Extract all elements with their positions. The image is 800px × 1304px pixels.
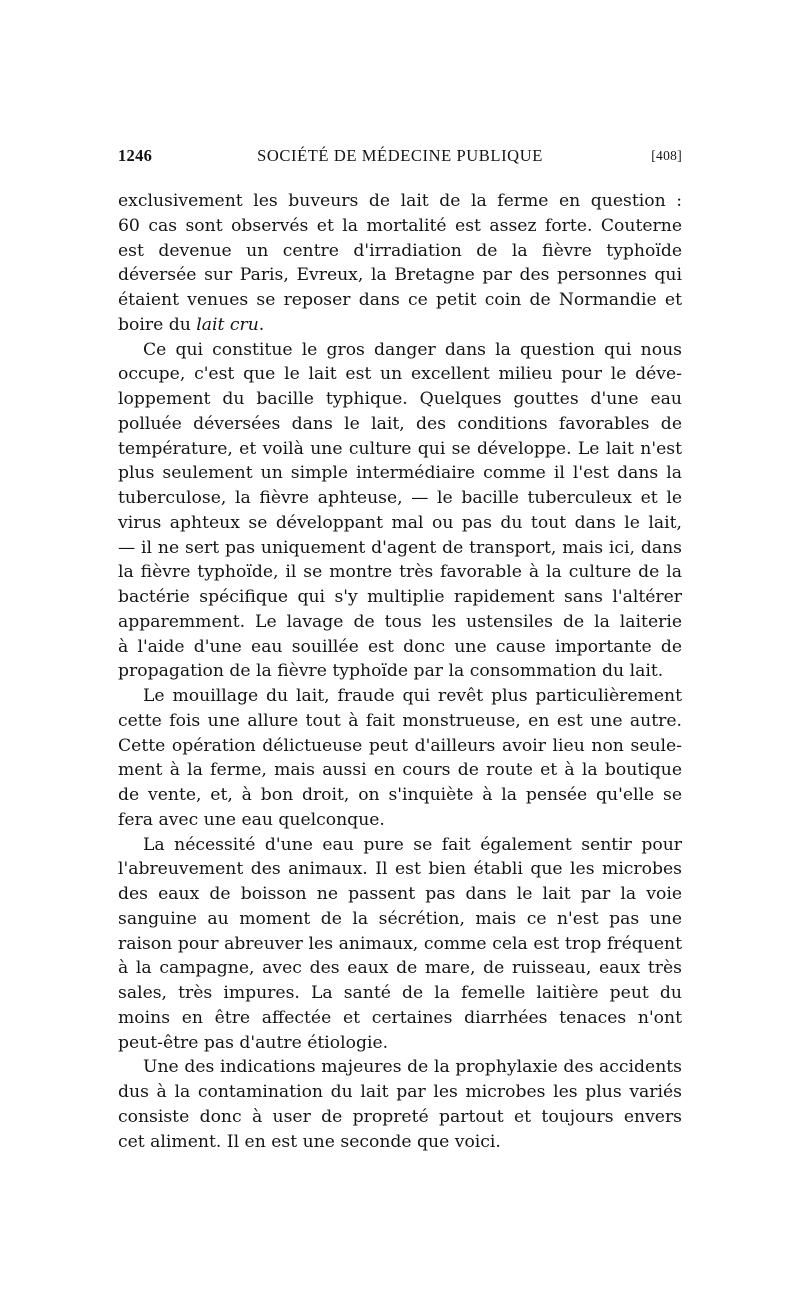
- text-line: peut-être pas d'autre étiologie.: [118, 1032, 389, 1053]
- text-line: propagation de la fièvre typhoïde par la consommation du lait.: [118, 661, 664, 682]
- text-line: sales, très impures. La santé de la femelle laitière peut du: [118, 983, 682, 1003]
- text-line: — il ne sert pas uniquement d'agent de transport, mais ici, dans: [118, 537, 682, 558]
- text-line: polluée déversées dans le lait, des conditions favorables de: [118, 413, 682, 434]
- text-line: étaient venues se reposer dans ce petit coin de Normandie et: [118, 290, 682, 310]
- text-fragment: .: [258, 314, 265, 335]
- text-line: à l'aide d'une eau souillée est donc une cause importante de: [118, 636, 682, 657]
- text-line: Une des indications majeures de la prophylaxie des accidents: [143, 1057, 682, 1078]
- text-line: fera avec une eau quelconque.: [118, 809, 385, 830]
- text-line: raison pour abreuver les animaux, comme cela est trop fréquent: [118, 933, 682, 954]
- text-line: des eaux de boisson ne passent pas dans le lait par la voie: [118, 884, 682, 904]
- paragraph-5: [118, 1055, 682, 1154]
- paragraph-4: [118, 833, 682, 1056]
- text-line: déversée sur Paris, Evreux, la Bretagne par des personnes qui: [118, 265, 682, 286]
- text-line: bactérie spécifique qui s'y multiplie rapidement sans l'altérer: [118, 587, 682, 607]
- text-line: ment à la ferme, mais aussi en cours de route et à la boutique: [118, 760, 682, 781]
- text-line: sanguine au moment de la sécrétion, mais ce n'est pas une: [118, 908, 682, 929]
- text-line: moins en être affectée et certaines diarrhées tenaces n'ont: [118, 1007, 682, 1028]
- text-line: occupe, c'est que le lait est un excellent milieu pour le déve-: [118, 364, 682, 385]
- text-line: l'abreuvement des animaux. Il est bien établi que les microbes: [118, 859, 682, 880]
- text-line: de vente, et, à bon droit, on s'inquiète à la pensée qu'elle se: [118, 785, 682, 805]
- running-header: [118, 146, 682, 170]
- text-line: La nécessité d'une eau pure se fait également sentir pour: [143, 834, 682, 855]
- book-page: [118, 146, 682, 1154]
- text-line: Le mouillage du lait, fraude qui revêt plus particulièrement: [143, 686, 682, 706]
- text-line: la fièvre typhoïde, il se montre très favorable à la culture de la: [118, 562, 682, 583]
- text-line: cet aliment. Il en est une seconde que voici.: [118, 1131, 501, 1152]
- text-line: dus à la contamination du lait par les microbes les plus variés: [118, 1082, 682, 1102]
- text-line: tuberculose, la fièvre aphteuse, — le bacille tuberculeux et le: [118, 488, 682, 508]
- page-number: 1246: [118, 146, 153, 165]
- body-text: [118, 189, 682, 1154]
- text-line: loppement du bacille typhique. Quelques gouttes d'une eau: [118, 389, 682, 409]
- text-fragment: boire du: [118, 314, 197, 335]
- text-line: cette fois une allure tout à fait monstrueuse, en est une autre.: [118, 710, 682, 731]
- text-line: Ce qui constitue le gros danger dans la question qui nous: [143, 339, 682, 360]
- text-line: apparemment. Le lavage de tous les ustensiles de la laiterie: [118, 611, 682, 632]
- text-line: est devenue un centre d'irradiation de la fièvre typhoïde: [118, 240, 682, 261]
- paragraph-3: [118, 684, 682, 833]
- italic-phrase: lait cru: [196, 314, 259, 335]
- paragraph-2: [118, 338, 682, 685]
- text-line: exclusivement les buveurs de lait de la ferme en question :: [118, 191, 682, 211]
- text-line: virus aphteux se développant mal ou pas du tout dans le lait,: [118, 512, 682, 533]
- text-line: température, et voilà une culture qui se développe. Le lait n'est: [118, 438, 682, 459]
- text-line: consiste donc à user de propreté partout et toujours envers: [118, 1106, 682, 1127]
- running-title: SOCIÉTÉ DE MÉDECINE PUBLIQUE: [257, 146, 543, 165]
- text-line: Cette opération délictueuse peut d'ailleurs avoir lieu non seule-: [118, 735, 682, 756]
- text-line: plus seulement un simple intermédiaire comme il l'est dans la: [118, 463, 682, 484]
- section-reference: [408]: [651, 148, 682, 163]
- text-line: 60 cas sont observés et la mortalité est assez forte. Couterne: [118, 215, 682, 236]
- paragraph-1: [118, 189, 682, 338]
- text-line: [118, 313, 682, 338]
- text-line: à la campagne, avec des eaux de mare, de ruisseau, eaux très: [118, 958, 682, 979]
